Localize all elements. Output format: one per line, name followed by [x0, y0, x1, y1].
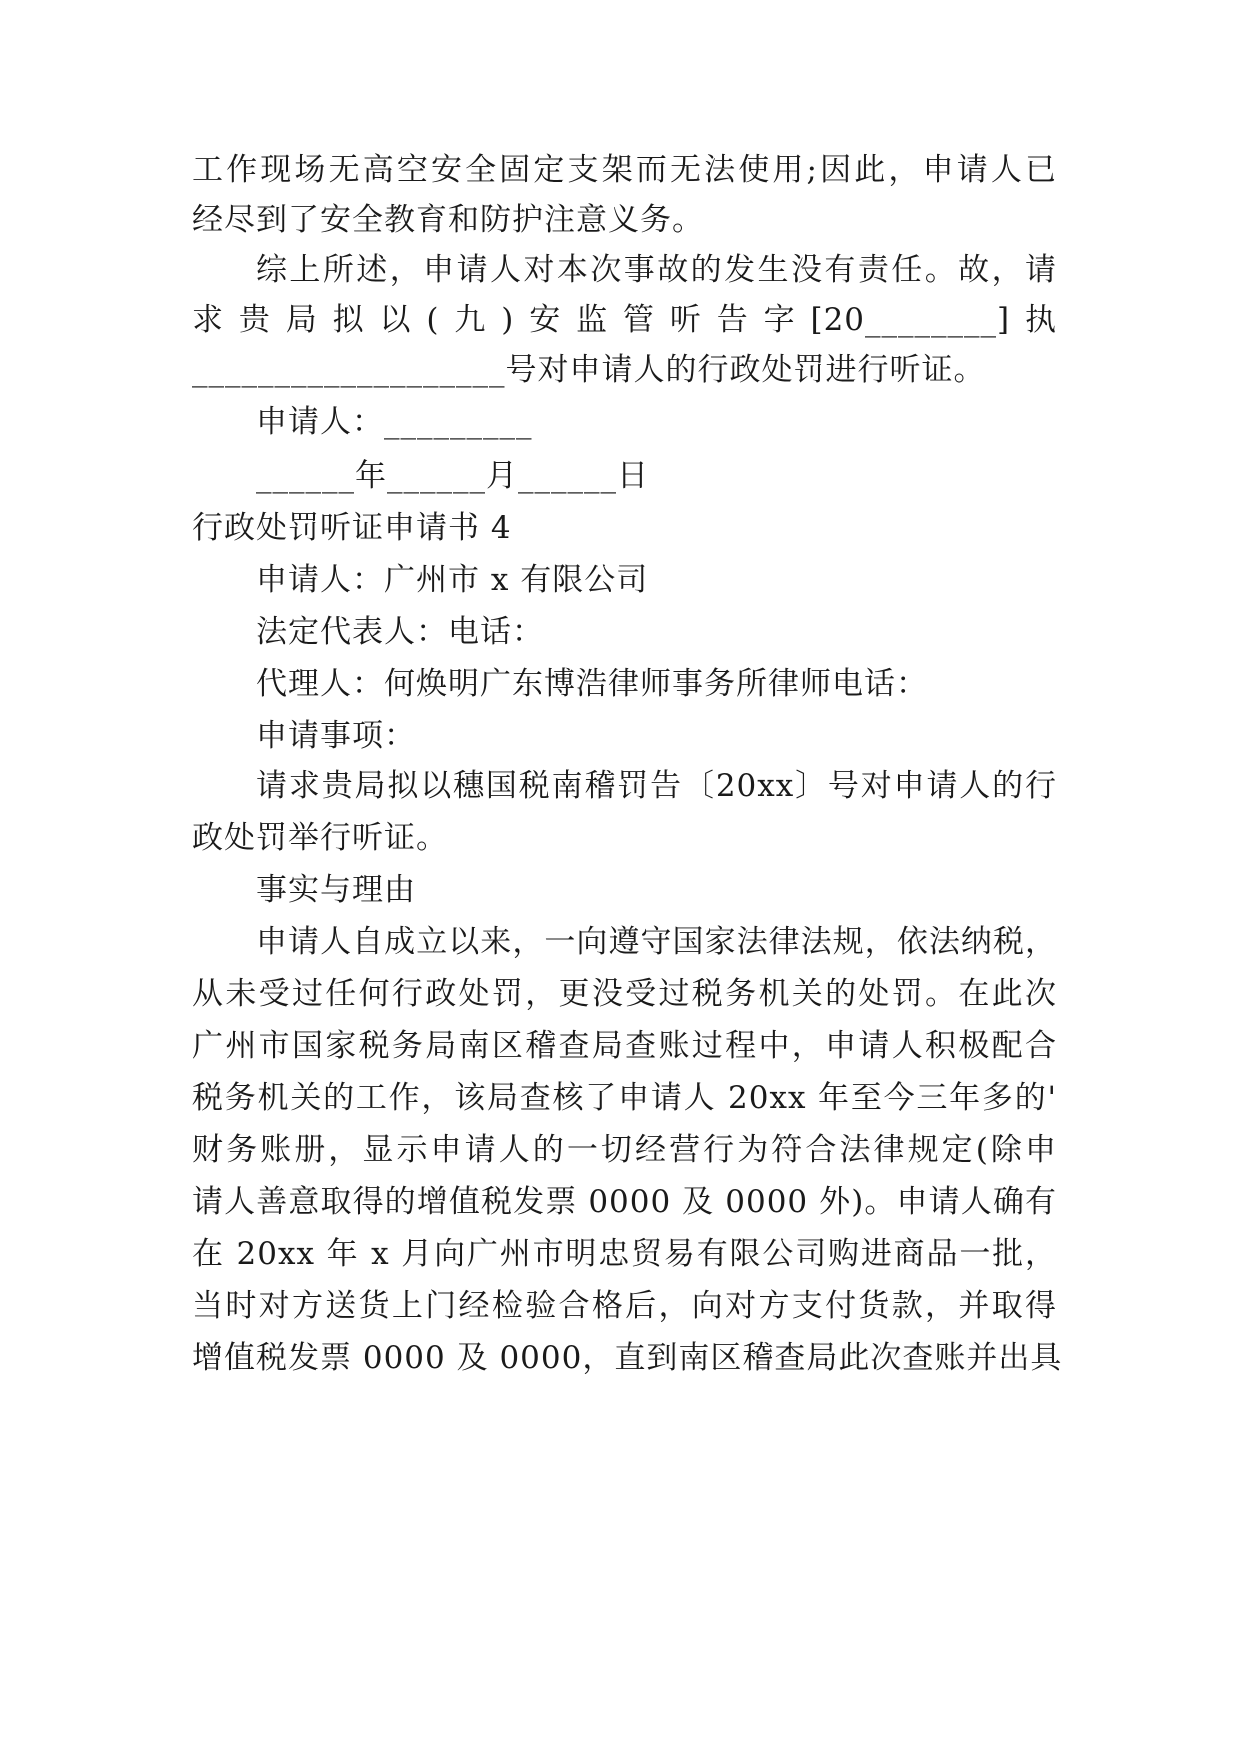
signature-line: 申请人：_________	[256, 404, 533, 440]
text-line: 在 20xx 年 x 月向广州市明忠贸易有限公司购进商品一批，	[192, 1236, 1057, 1272]
text-line: ___________________号对申请人的行政处罚进行听证。	[192, 352, 986, 388]
date-line: ______年______月______日	[256, 458, 649, 494]
legal-rep-line: 法定代表人：电话：	[256, 614, 544, 650]
text-line: 财务账册，显示申请人的一切经营行为符合法律规定(除申	[192, 1132, 1057, 1168]
text-line: 广州市国家税务局南区稽查局查账过程中，申请人积极配合	[192, 1028, 1057, 1064]
text-line: 工作现场无高空安全固定支架而无法使用;因此，申请人已	[192, 152, 1057, 188]
text-line: 请人善意取得的增值税发票 0000 及 0000 外)。申请人确有	[192, 1184, 1057, 1220]
text-line: 求贵局拟以(九)安监管听告字[20________]执	[192, 302, 1057, 338]
text-line: 综上所述，申请人对本次事故的发生没有责任。故，请	[256, 252, 1057, 288]
text-line: 税务机关的工作，该局查核了申请人 20xx 年至今三年多的'	[192, 1080, 1057, 1116]
applicant-line: 申请人：广州市 x 有限公司	[256, 562, 649, 598]
text-line: 政处罚举行听证。	[192, 820, 448, 856]
heading-request: 申请事项：	[256, 718, 416, 754]
text-line: 从未受过任何行政处罚，更没受过税务机关的处罚。在此次	[192, 976, 1057, 1012]
text-line: 经尽到了安全教育和防护注意义务。	[192, 202, 704, 238]
section-title: 行政处罚听证申请书 4	[192, 510, 512, 546]
text-line: 请求贵局拟以穗国税南稽罚告〔20xx〕号对申请人的行	[256, 768, 1057, 804]
heading-facts: 事实与理由	[256, 872, 416, 908]
text-line: 当时对方送货上门经检验合格后，向对方支付货款，并取得	[192, 1288, 1057, 1324]
agent-line: 代理人：何焕明广东博浩律师事务所律师电话：	[256, 666, 928, 702]
text-line: 申请人自成立以来，一向遵守国家法律法规，依法纳税，	[256, 924, 1057, 960]
text-line: 增值税发票 0000 及 0000，直到南区稽查局此次查账并出具	[192, 1340, 1063, 1376]
